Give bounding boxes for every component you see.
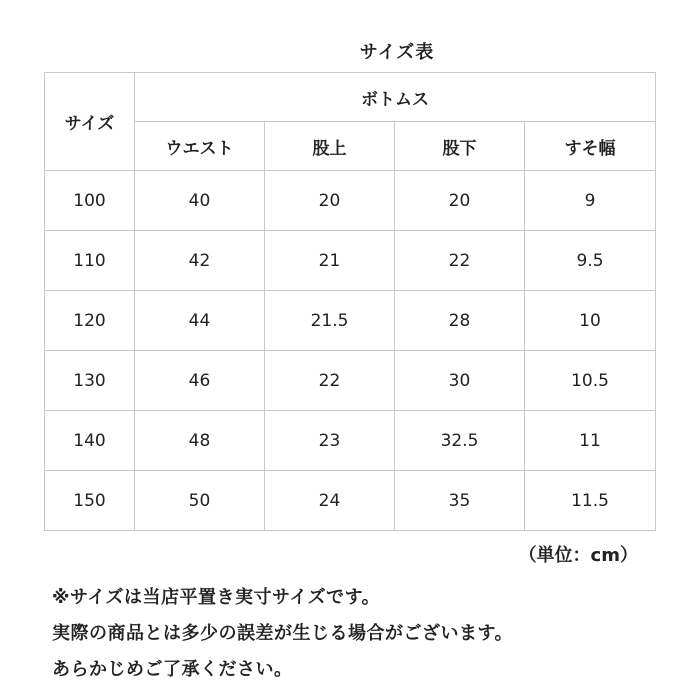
table-row: [45, 171, 656, 231]
table-row: [45, 351, 656, 411]
inseam-cell: 20: [395, 171, 525, 231]
hem-width-cell: 9.5: [525, 231, 656, 291]
notes-block: [52, 580, 513, 688]
size-cell: 130: [45, 351, 135, 411]
table-row: [45, 411, 656, 471]
size-cell: 150: [45, 471, 135, 531]
waist-cell: 42: [135, 231, 265, 291]
size-column-header: サイズ: [45, 73, 135, 171]
size-cell: 110: [45, 231, 135, 291]
rise-column-header: 股上: [265, 122, 395, 171]
inseam-cell: 22: [395, 231, 525, 291]
table-subheader-row: [45, 122, 656, 171]
hem-width-cell: 10.5: [525, 351, 656, 411]
size-cell: 100: [45, 171, 135, 231]
hem-width-cell: 11: [525, 411, 656, 471]
rise-cell: 21.5: [265, 291, 395, 351]
waist-cell: 44: [135, 291, 265, 351]
table-header-row: [45, 73, 656, 122]
note-line: 実際の商品とは多少の誤差が生じる場合がございます。: [52, 623, 514, 644]
hem-width-cell: 10: [525, 291, 656, 351]
inseam-cell: 30: [395, 351, 525, 411]
page-title: サイズ表: [359, 42, 435, 63]
rise-cell: 24: [265, 471, 395, 531]
waist-cell: 46: [135, 351, 265, 411]
table-row: [45, 231, 656, 291]
note-line: ※サイズは当店平置き実寸サイズです。: [52, 587, 381, 608]
inseam-column-header: 股下: [395, 122, 525, 171]
size-cell: 120: [45, 291, 135, 351]
waist-cell: 48: [135, 411, 265, 471]
rise-cell: 22: [265, 351, 395, 411]
unit-note: （単位：cm）: [518, 545, 638, 566]
size-table: [44, 72, 656, 531]
hem-width-cell: 11.5: [525, 471, 656, 531]
table-row: [45, 291, 656, 351]
rise-cell: 21: [265, 231, 395, 291]
rise-cell: 23: [265, 411, 395, 471]
waist-cell: 40: [135, 171, 265, 231]
hem-width-column-header: すそ幅: [525, 122, 656, 171]
size-cell: 140: [45, 411, 135, 471]
bottoms-group-header: ボトムス: [135, 73, 656, 122]
inseam-cell: 32.5: [395, 411, 525, 471]
waist-cell: 50: [135, 471, 265, 531]
inseam-cell: 28: [395, 291, 525, 351]
waist-column-header: ウエスト: [135, 122, 265, 171]
rise-cell: 20: [265, 171, 395, 231]
inseam-cell: 35: [395, 471, 525, 531]
note-line: あらかじめご了承ください。: [52, 659, 293, 680]
table-row: [45, 471, 656, 531]
hem-width-cell: 9: [525, 171, 656, 231]
